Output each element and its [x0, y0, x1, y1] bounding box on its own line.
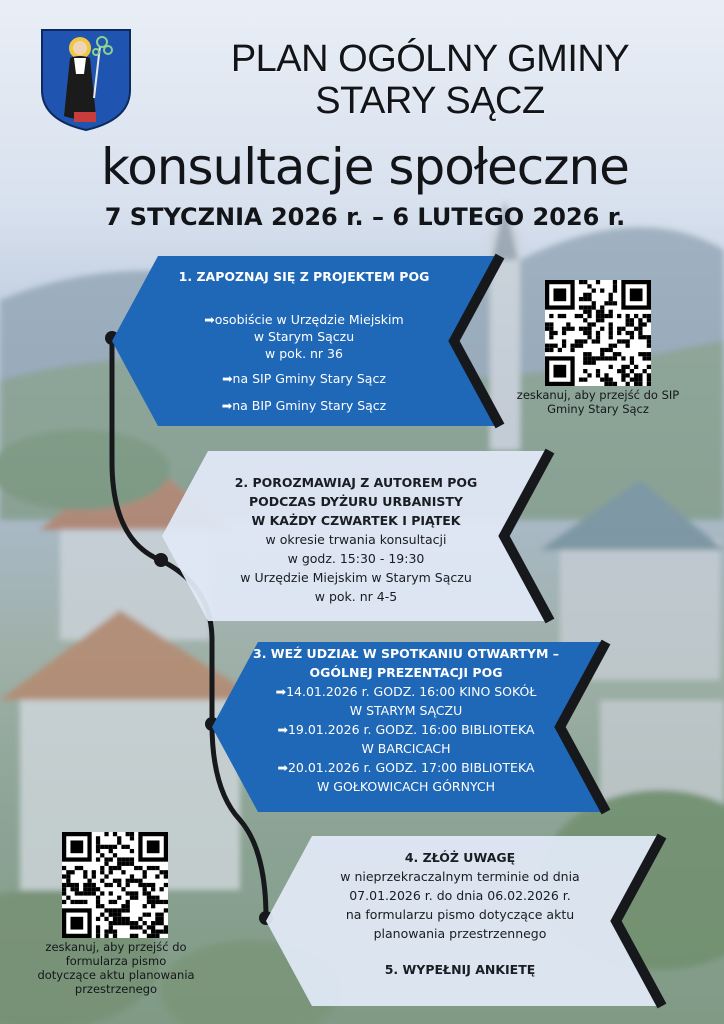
- subtitle: konsultacje społeczne: [101, 138, 629, 196]
- step-4: [260, 836, 660, 1009]
- step-3-line: W STARYM SĄCZU: [349, 703, 463, 718]
- step-1-line: w pok. nr 36: [265, 346, 343, 361]
- step-1-line: ➡osobiście w Urzędzie Miejskim: [204, 312, 404, 327]
- step-4-line: planowania przestrzennego: [373, 926, 547, 941]
- caption-line: zeskanuj, aby przejść do: [45, 940, 187, 954]
- page-title: [150, 38, 710, 122]
- step-3-heading: OGÓLNEJ PREZENTACJI POG: [309, 665, 503, 680]
- qr-code-form-caption: [18, 940, 214, 996]
- caption-line: Gminy Stary Sącz: [547, 402, 649, 416]
- step-2-line: w okresie trwania konsultacji: [265, 532, 447, 547]
- consultation-dates: 7 STYCZNIA 2026 r. – 6 LUTEGO 2026 r.: [104, 203, 626, 231]
- step-4-line: 07.01.2026 r. do dnia 06.02.2026 r.: [349, 888, 571, 903]
- qr-code-sip[interactable]: [545, 280, 651, 386]
- caption-line: zeskanuj, aby przejść do SIP: [516, 388, 680, 402]
- title-line-2: STARY SĄCZ: [315, 80, 545, 122]
- step-3: [210, 640, 602, 813]
- step-2-heading: 2. POROZMAWIAJ Z AUTOREM POG: [234, 475, 478, 490]
- title-line-1: PLAN OGÓLNY GMINY: [230, 38, 630, 80]
- step-5-heading: 5. WYPEŁNIJ ANKIETĘ: [384, 962, 536, 977]
- step-4-line: na formularzu pismo dotyczące aktu: [345, 907, 575, 922]
- step-3-line: W GOŁKOWICACH GÓRNYCH: [316, 779, 496, 794]
- qr-code-form[interactable]: [62, 832, 168, 938]
- step-3-line: ➡14.01.2026 r. GODZ. 16:00 KINO SOKÓŁ: [275, 684, 537, 699]
- step-2-line: w godz. 15:30 - 19:30: [287, 551, 425, 566]
- step-2: [160, 449, 552, 622]
- step-3-line: W BARCICACH: [361, 741, 451, 756]
- step-2-heading: PODCZAS DYŻURU URBANISTY: [249, 494, 463, 509]
- caption-line: formularza pismo: [65, 954, 167, 968]
- step-1: [108, 253, 500, 426]
- step-2-line: w pok. nr 4-5: [314, 589, 398, 604]
- step-2-line: w Urzędzie Miejskim w Starym Sączu: [240, 570, 472, 585]
- step-2-heading: W KAŻDY CZWARTEK I PIĄTEK: [251, 513, 461, 528]
- step-1-sip-link: ➡na SIP Gminy Stary Sącz: [222, 371, 386, 386]
- coat-of-arms-logo: [40, 28, 132, 132]
- step-3-line: ➡20.01.2026 r. GODZ. 17:00 BIBLIOTEKA: [277, 760, 535, 775]
- step-3-line: ➡19.01.2026 r. GODZ. 16:00 BIBLIOTEKA: [277, 722, 535, 737]
- step-3-heading: 3. WEŹ UDZIAŁ W SPOTKANIU OTWARTYM –: [253, 646, 559, 661]
- step-4-line: w nieprzekraczalnym terminie od dnia: [340, 869, 580, 884]
- step-1-bip-link: ➡na BIP Gminy Stary Sącz: [221, 398, 387, 413]
- step-1-heading: 1. ZAPOZNAJ SIĘ Z PROJEKTEM POG: [178, 269, 430, 284]
- qr-code-sip-caption: [508, 388, 688, 416]
- step-1-line: w Starym Sączu: [253, 329, 355, 344]
- step-4-heading: 4. ZŁÓŻ UWAGĘ: [404, 850, 516, 865]
- caption-line: dotyczące aktu planowania: [37, 968, 195, 982]
- caption-line: przestrzenego: [74, 982, 158, 996]
